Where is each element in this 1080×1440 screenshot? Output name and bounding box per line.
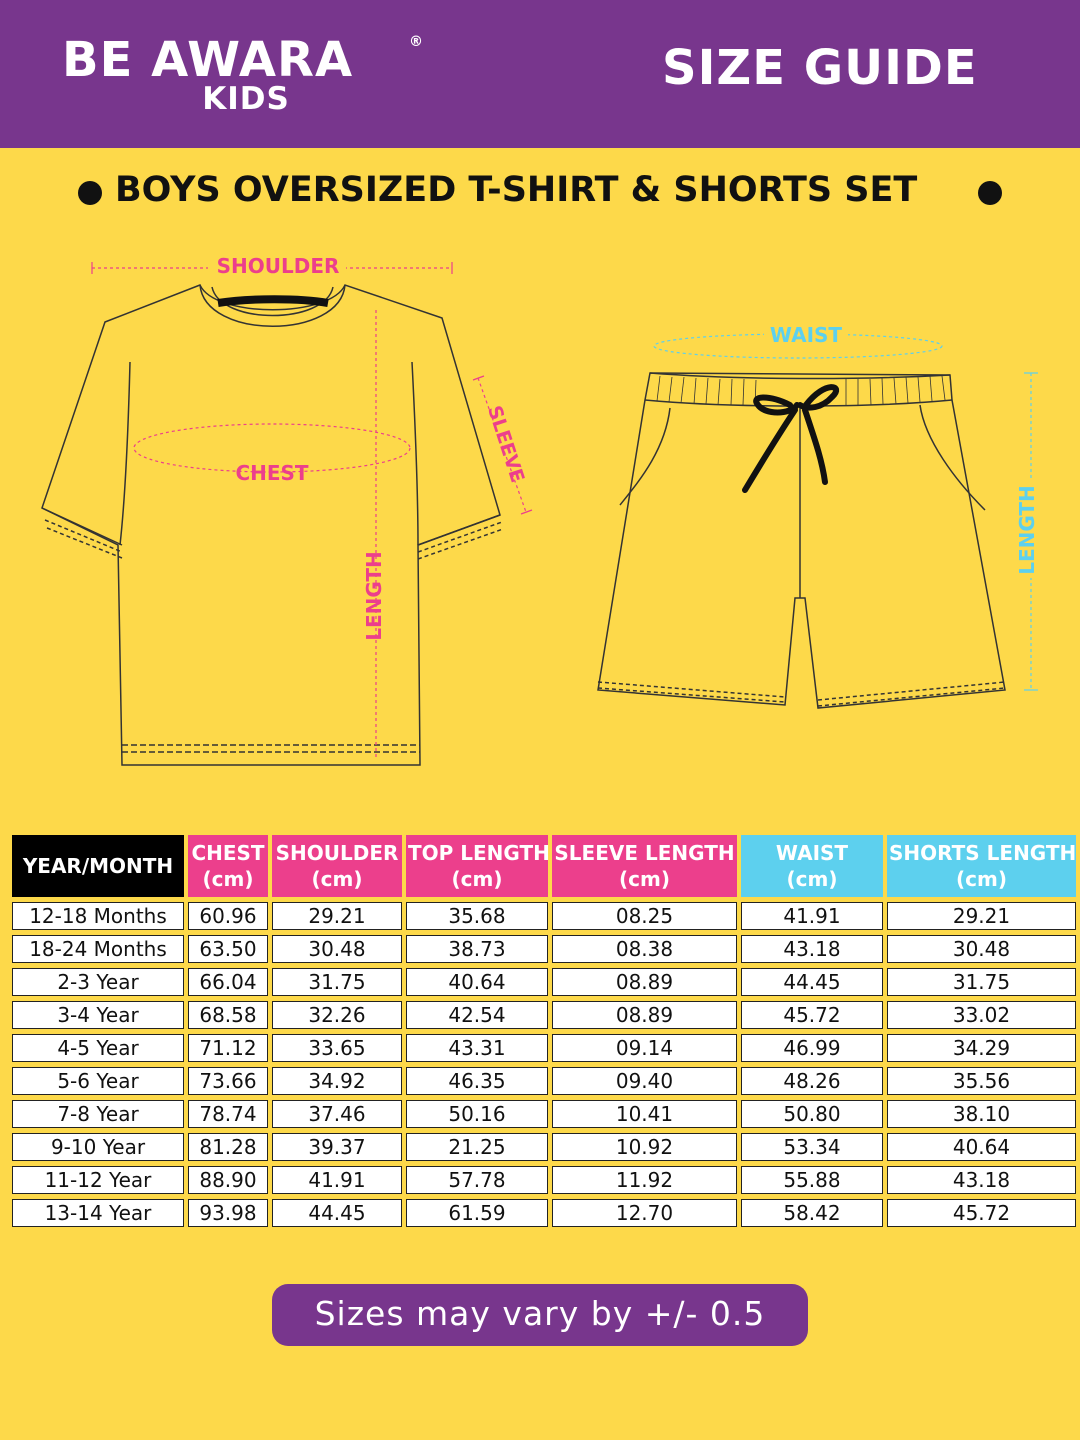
shorts-illustration: [598, 373, 1005, 708]
table-cell: 12.70: [552, 1199, 737, 1227]
table-row: [12, 1199, 1076, 1227]
table-cell: 09.40: [552, 1067, 737, 1095]
table-cell: 68.58: [188, 1001, 268, 1029]
page-title: SIZE GUIDE: [662, 40, 978, 96]
table-row: [12, 968, 1076, 996]
table-row: [12, 1133, 1076, 1161]
table-cell: 34.92: [272, 1067, 402, 1095]
table-cell: 09.14: [552, 1034, 737, 1062]
table-row: [12, 1034, 1076, 1062]
bullet-left-icon: [78, 181, 102, 205]
table-cell: 35.68: [406, 902, 548, 930]
table-cell: 2-3 Year: [12, 968, 184, 996]
table-cell: 3-4 Year: [12, 1001, 184, 1029]
table-cell: 08.89: [552, 968, 737, 996]
table-cell: 38.73: [406, 935, 548, 963]
table-cell: 21.25: [406, 1133, 548, 1161]
table-cell: 08.89: [552, 1001, 737, 1029]
col-header-shoulder: SHOULDER (cm): [272, 835, 402, 897]
shoulder-label: SHOULDER: [216, 254, 340, 278]
table-cell: 45.72: [741, 1001, 883, 1029]
table-cell: 73.66: [188, 1067, 268, 1095]
table-cell: 9-10 Year: [12, 1133, 184, 1161]
table-row: [12, 1166, 1076, 1194]
header-banner: [0, 0, 1080, 148]
table-cell: 11.92: [552, 1166, 737, 1194]
table-cell: 57.78: [406, 1166, 548, 1194]
table-row: [12, 1001, 1076, 1029]
table-cell: 43.31: [406, 1034, 548, 1062]
table-row: [12, 1067, 1076, 1095]
table-cell: 63.50: [188, 935, 268, 963]
product-title-row: [0, 170, 1080, 210]
table-cell: 34.29: [887, 1034, 1076, 1062]
chest-label: CHEST: [235, 461, 309, 485]
table-cell: 39.37: [272, 1133, 402, 1161]
table-row: [12, 902, 1076, 930]
table-cell: 10.92: [552, 1133, 737, 1161]
table-cell: 45.72: [887, 1199, 1076, 1227]
table-cell: 18-24 Months: [12, 935, 184, 963]
brand-sub: KIDS: [202, 81, 290, 117]
table-row: [12, 1100, 1076, 1128]
table-cell: 50.80: [741, 1100, 883, 1128]
table-cell: 44.45: [272, 1199, 402, 1227]
tshirt-illustration: [42, 285, 503, 765]
table-cell: 5-6 Year: [12, 1067, 184, 1095]
col-header-waist: WAIST (cm): [741, 835, 883, 897]
table-cell: 40.64: [887, 1133, 1076, 1161]
table-cell: 40.64: [406, 968, 548, 996]
sleeve-label: SLEEVE: [482, 402, 529, 486]
table-cell: 12-18 Months: [12, 902, 184, 930]
shorts-length-label: LENGTH: [1015, 485, 1039, 575]
table-cell: 66.04: [188, 968, 268, 996]
table-cell: 29.21: [272, 902, 402, 930]
table-cell: 46.99: [741, 1034, 883, 1062]
table-cell: 78.74: [188, 1100, 268, 1128]
table-cell: 11-12 Year: [12, 1166, 184, 1194]
table-cell: 53.34: [741, 1133, 883, 1161]
table-cell: 42.54: [406, 1001, 548, 1029]
table-cell: 61.59: [406, 1199, 548, 1227]
garment-diagram: [0, 240, 1080, 800]
col-header-shorts-length: SHORTS LENGTH (cm): [887, 835, 1076, 897]
table-cell: 58.42: [741, 1199, 883, 1227]
table-cell: 81.28: [188, 1133, 268, 1161]
tshirt-length-label: LENGTH: [362, 551, 386, 641]
table-cell: 4-5 Year: [12, 1034, 184, 1062]
table-row: [12, 935, 1076, 963]
waist-label: WAIST: [769, 323, 843, 347]
table-cell: 88.90: [188, 1166, 268, 1194]
table-cell: 50.16: [406, 1100, 548, 1128]
col-header-top-length: TOP LENGTH (cm): [406, 835, 548, 897]
table-cell: 29.21: [887, 902, 1076, 930]
table-cell: 46.35: [406, 1067, 548, 1095]
bullet-right-icon: [978, 181, 1002, 205]
registered-mark: ®: [409, 34, 423, 50]
size-variance-note: Sizes may vary by +/- 0.5: [272, 1284, 808, 1346]
table-cell: 48.26: [741, 1067, 883, 1095]
table-cell: 7-8 Year: [12, 1100, 184, 1128]
table-cell: 08.38: [552, 935, 737, 963]
table-cell: 32.26: [272, 1001, 402, 1029]
table-cell: 08.25: [552, 902, 737, 930]
col-header-year: YEAR/MONTH: [12, 835, 184, 897]
table-cell: 38.10: [887, 1100, 1076, 1128]
table-cell: 43.18: [741, 935, 883, 963]
table-cell: 31.75: [887, 968, 1076, 996]
table-cell: 71.12: [188, 1034, 268, 1062]
table-cell: 13-14 Year: [12, 1199, 184, 1227]
col-header-chest: CHEST (cm): [188, 835, 268, 897]
table-cell: 41.91: [272, 1166, 402, 1194]
table-cell: 30.48: [272, 935, 402, 963]
table-cell: 60.96: [188, 902, 268, 930]
table-cell: 30.48: [887, 935, 1076, 963]
table-cell: 41.91: [741, 902, 883, 930]
table-header-row: [12, 835, 1076, 897]
table-cell: 43.18: [887, 1166, 1076, 1194]
table-cell: 35.56: [887, 1067, 1076, 1095]
table-cell: 93.98: [188, 1199, 268, 1227]
table-cell: 33.65: [272, 1034, 402, 1062]
product-title: BOYS OVERSIZED T-SHIRT & SHORTS SET: [115, 170, 918, 210]
table-cell: 37.46: [272, 1100, 402, 1128]
table-cell: 10.41: [552, 1100, 737, 1128]
collar-band: [218, 299, 328, 303]
brand-logo: BE AWARA: [62, 32, 354, 88]
table-cell: 55.88: [741, 1166, 883, 1194]
col-header-sleeve-length: SLEEVE LENGTH (cm): [552, 835, 737, 897]
table-cell: 44.45: [741, 968, 883, 996]
size-table: [8, 830, 1080, 1232]
table-cell: 33.02: [887, 1001, 1076, 1029]
table-cell: 31.75: [272, 968, 402, 996]
